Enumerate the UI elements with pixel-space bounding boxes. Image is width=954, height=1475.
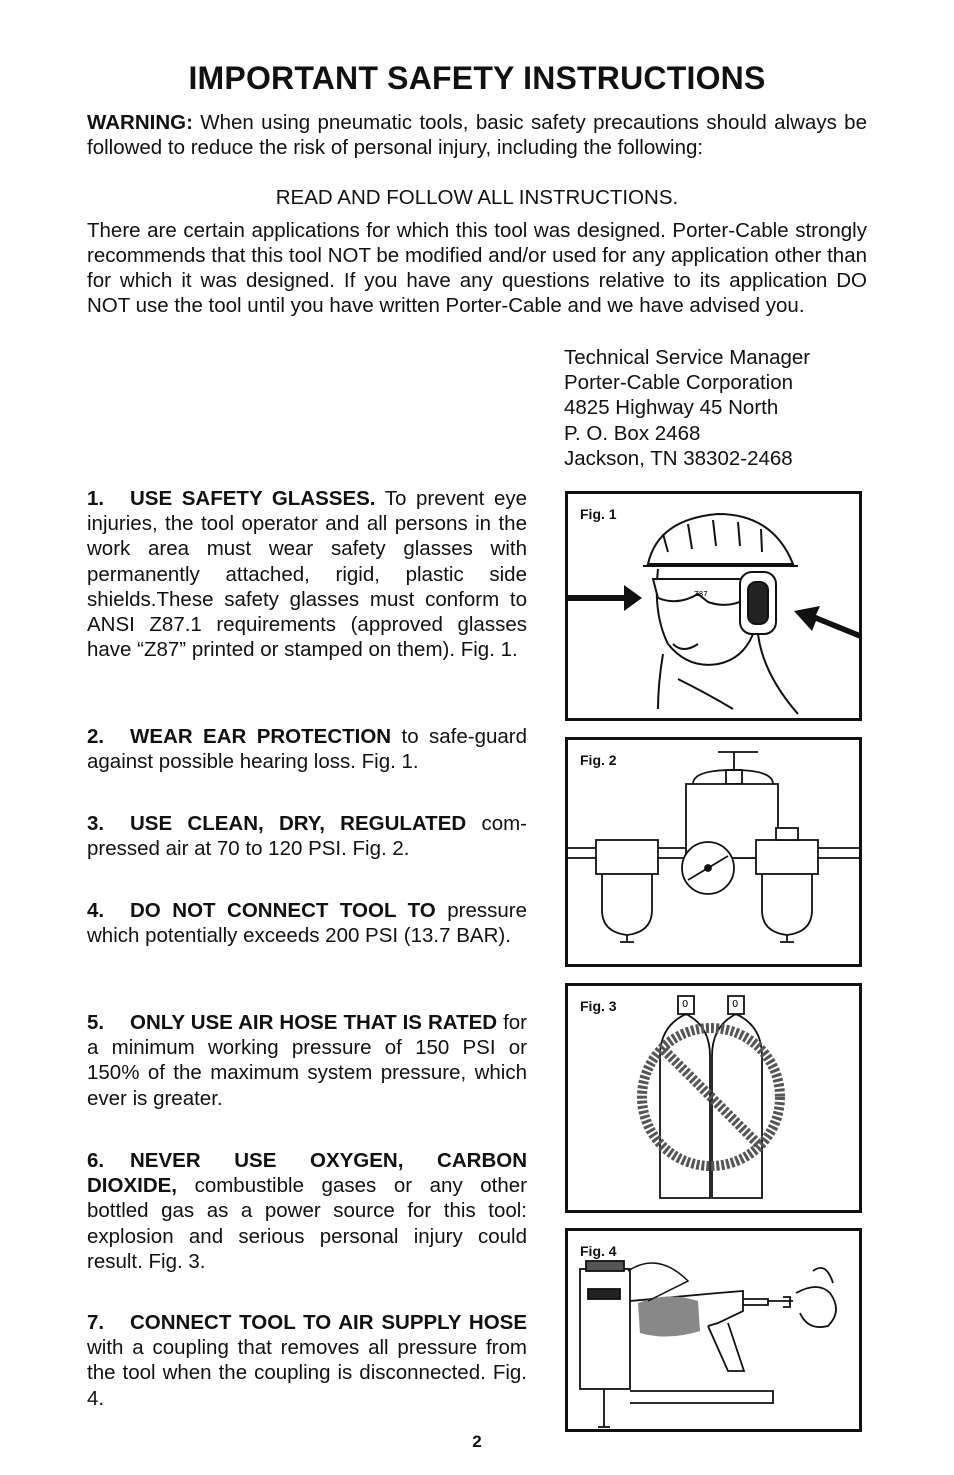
instruction-item-6 xyxy=(87,1148,527,1274)
item-number: 6. xyxy=(87,1149,105,1172)
item-heading: USE SAFETY GLASSES. xyxy=(130,487,376,510)
address-line: Technical Service Manager xyxy=(564,346,811,369)
address-line: P. O. Box 2468 xyxy=(564,421,701,445)
item-heading: ONLY USE AIR HOSE THAT IS RATED xyxy=(130,1011,498,1034)
prohibition-slash-icon xyxy=(664,1050,758,1144)
figure-label: Fig. 1 xyxy=(580,506,617,522)
instruction-item-5 xyxy=(87,1010,527,1111)
item-text: To prevent eye injuries, the tool operator and all persons in the work area must wear safety glasses with permanently attached, rigid, plastic side shields.These safety glasses must conform to ANSI Z87.1 requirements (approved glasses have “Z87” printed or stamped on them). Fig. 1. xyxy=(87,487,528,662)
instruction-item-3 xyxy=(87,811,527,861)
grip-texture-icon xyxy=(638,1296,700,1336)
figure-4 xyxy=(565,1228,862,1432)
gas-cylinders-illustration xyxy=(568,986,862,1213)
item-number: 4. xyxy=(87,899,105,922)
z87-mark: Z87 xyxy=(694,590,708,598)
instruction-item-2 xyxy=(87,724,527,774)
item-heading: DO NOT CONNECT TOOL TO xyxy=(130,899,436,922)
instruction-item-7 xyxy=(87,1310,527,1411)
item-number: 3. xyxy=(87,812,105,835)
warning-paragraph xyxy=(87,110,867,160)
filter-regulator-lubricator-illustration xyxy=(568,740,862,967)
instruction-item-1 xyxy=(87,486,527,662)
item-number: 2. xyxy=(87,725,105,748)
item-text: pressure which potentially exceeds 200 PSI (13.7 BAR). xyxy=(87,899,527,948)
intro-paragraph: There are certain applications for which this tool was designed. Porter-Cable strongly recommends that this tool NOT be modified and/or used for any application other than for which it was designed. If you have any questions relative to its application DO NOT use the tool until you have written Porter-Cable and we have advised you. xyxy=(87,219,867,317)
item-heading: USE CLEAN, DRY, REGULATED xyxy=(130,812,467,835)
item-text: com-pressed air at 70 to 120 PSI. Fig. 2. xyxy=(87,812,527,861)
figure-label: Fig. 4 xyxy=(580,1243,617,1259)
nailer-coupling-illustration xyxy=(568,1231,862,1432)
arrow-to-earmuff-icon xyxy=(794,606,862,641)
item-number: 7. xyxy=(87,1311,105,1334)
item-text: for a minimum working pressure of 150 PSI or 150% of the maximum system pressure, which ever is greater. xyxy=(87,1011,528,1110)
figure-label: Fig. 2 xyxy=(580,752,617,768)
valve-mark: 0 xyxy=(682,999,689,1010)
address-block xyxy=(564,345,810,471)
safety-gear-illustration xyxy=(568,494,862,721)
address-line: 4825 Highway 45 North xyxy=(564,396,779,420)
page-title: IMPORTANT SAFETY INSTRUCTIONS xyxy=(188,60,766,96)
item-text: to safe-guard against possible hearing loss. Fig. 1. xyxy=(87,725,528,774)
address-line: Porter-Cable Corporation xyxy=(564,371,794,395)
valve-mark: 0 xyxy=(732,999,739,1010)
page-number: 2 xyxy=(472,1432,482,1451)
figure-3 xyxy=(565,983,862,1213)
arrow-to-glasses-icon xyxy=(568,585,642,611)
item-number: 5. xyxy=(87,1011,105,1034)
item-text: with a coupling that removes all pressure from the tool when the coupling is disconnected. Fig. 4. xyxy=(87,1336,527,1410)
figure-label: Fig. 3 xyxy=(580,998,617,1014)
address-line: Jackson, TN 38302-2468 xyxy=(564,446,793,470)
figure-2 xyxy=(565,737,862,967)
item-number: 1. xyxy=(87,487,105,510)
item-heading: CONNECT TOOL TO AIR SUPPLY HOSE xyxy=(130,1311,527,1334)
figure-1 xyxy=(565,491,862,721)
warning-text: When using pneumatic tools, basic safety precautions should always be followed to reduce the risk of personal injury, including the following: xyxy=(87,111,867,159)
item-text: combustible gases or any other bottled gas as a power source for this tool: explosion and serious personal injury could result. Fig. 3. xyxy=(87,1174,527,1273)
item-heading: WEAR EAR PROTECTION xyxy=(130,725,392,748)
warning-label: WARNING: xyxy=(87,111,193,134)
read-follow-line: READ AND FOLLOW ALL INSTRUCTIONS. xyxy=(275,186,679,209)
item-heading: NEVER USE OXYGEN, CARBON DIOXIDE, xyxy=(87,1149,527,1198)
instruction-item-4 xyxy=(87,898,527,948)
